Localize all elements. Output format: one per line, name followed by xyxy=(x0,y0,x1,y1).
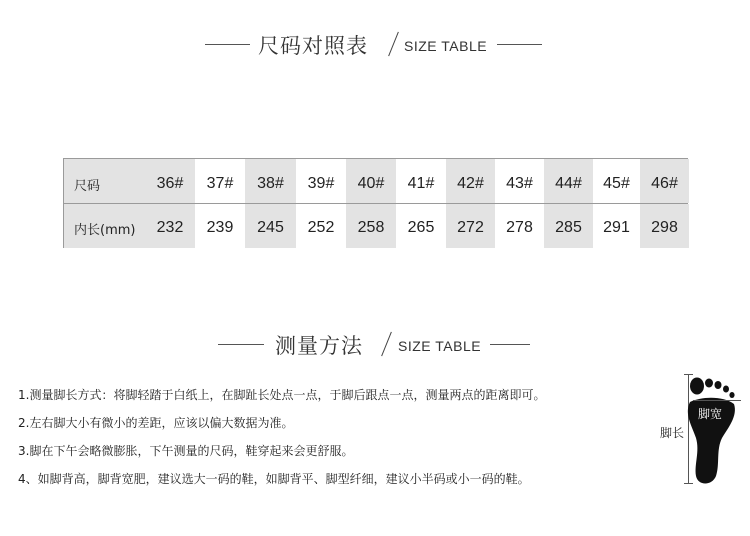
length-cell: 278 xyxy=(495,204,544,248)
length-cell: 265 xyxy=(396,204,446,248)
table-row-sizes xyxy=(64,159,687,203)
size-cell: 44# xyxy=(544,159,593,203)
size-cell: 41# xyxy=(396,159,446,203)
heading-right-rule xyxy=(497,44,542,45)
foot-width-label: 脚宽 xyxy=(698,407,723,421)
size-cell: 40# xyxy=(346,159,396,203)
size-cell: 38# xyxy=(245,159,296,203)
size-cell: 46# xyxy=(640,159,689,203)
measurement-notes xyxy=(18,388,638,500)
length-cell: 239 xyxy=(195,204,245,248)
note-item: 3.脚在下午会略微膨胀，下午测量的尺码，鞋穿起来会更舒服。 xyxy=(18,444,354,458)
size-cell: 37# xyxy=(195,159,245,203)
length-cell: 285 xyxy=(544,204,593,248)
measure-method-title-en: SIZE TABLE xyxy=(398,338,482,354)
size-table-title: 尺码对照表 xyxy=(258,34,368,58)
size-cell: 42# xyxy=(446,159,495,203)
foot-length-label: 脚长 xyxy=(660,426,685,440)
size-table-title-en: SIZE TABLE xyxy=(404,38,488,54)
row-header-size: 尺码 xyxy=(64,159,145,203)
length-cell: 258 xyxy=(346,204,396,248)
length-cell: 252 xyxy=(296,204,346,248)
size-table xyxy=(63,158,688,248)
size-cell: 36# xyxy=(145,159,195,203)
heading-slash xyxy=(388,32,399,56)
measure-method-heading xyxy=(0,324,750,364)
size-cell: 39# xyxy=(296,159,346,203)
length-cell: 232 xyxy=(145,204,195,248)
heading-right-rule xyxy=(490,344,530,345)
note-item: 4、如脚背高，脚背宽肥，建议选大一码的鞋，如脚背平、脚型纤细，建议小半码或小一码的鞋。 xyxy=(18,472,530,486)
foot-width-line xyxy=(693,400,741,401)
footprint-icon xyxy=(682,376,740,486)
measure-method-title: 测量方法 xyxy=(275,334,363,358)
heading-slash xyxy=(381,332,392,356)
length-cell: 245 xyxy=(245,204,296,248)
length-cell: 291 xyxy=(593,204,640,248)
foot-length-tick-top xyxy=(684,374,693,375)
heading-left-rule xyxy=(205,44,250,45)
size-cell: 45# xyxy=(593,159,640,203)
size-cell: 43# xyxy=(495,159,544,203)
foot-diagram xyxy=(660,372,746,487)
note-item: 1.测量脚长方式：将脚轻踏于白纸上，在脚趾长处点一点，于脚后跟点一点，测量两点的距离即可。 xyxy=(18,388,546,402)
heading-left-rule xyxy=(218,344,264,345)
size-table-heading xyxy=(0,24,750,64)
length-cell: 298 xyxy=(640,204,689,248)
length-cell: 272 xyxy=(446,204,495,248)
note-item: 2.左右脚大小有微小的差距，应该以偏大数据为准。 xyxy=(18,416,294,430)
row-header-length: 内长(mm) xyxy=(64,204,145,248)
table-row-lengths xyxy=(64,204,687,248)
